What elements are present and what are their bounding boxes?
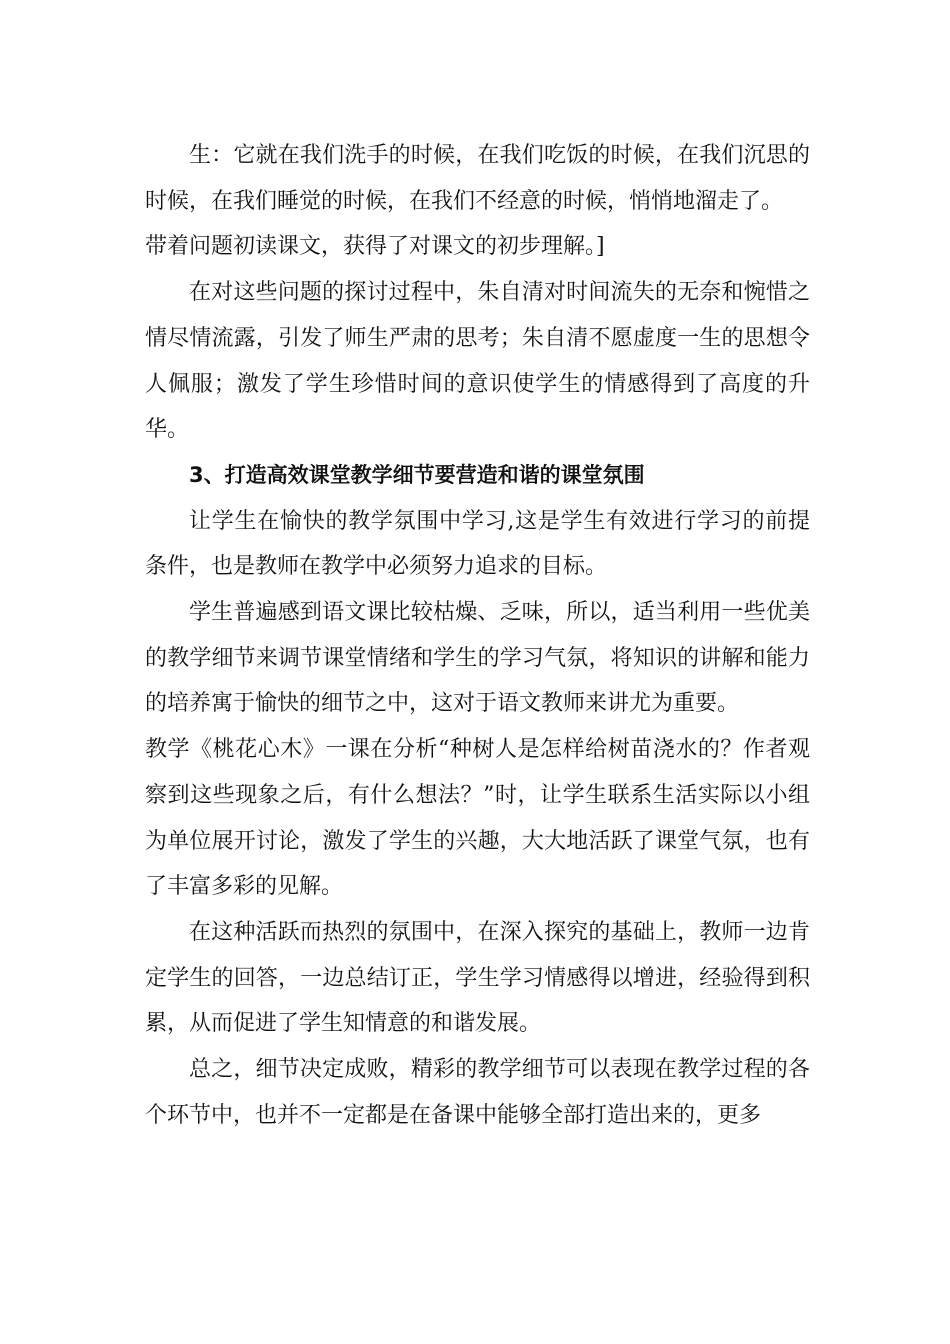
paragraph-peach-tree-lesson: 教学《桃花心木》一课在分析“种树人是怎样给树苗浇水的？作者观察到这些现象之后，有什么想法？”时，让学生联系生活实际以小组为单位展开讨论，激发了学生的兴趣，大大地活跃了课堂气氛，也有了丰富多彩的见解。: [145, 737, 810, 900]
paragraph-active-atmosphere: 在这种活跃而热烈的氛围中，在深入探究的基础上，教师一边肯定学生的回答，一边总结订正，学生学习情感得以增进，经验得到积累，从而促进了学生知情意的和谐发展。: [145, 919, 810, 1037]
paragraph-student-answer: 生：它就在我们洗手的时候，在我们吃饭的时候，在我们沉思的时候，在我们睡觉的时候，在我们不经意的时候，悄悄地溜走了。: [145, 143, 810, 214]
paragraph-boring-class: 学生普遍感到语文课比较枯燥、乏味，所以，适当利用一些优美的教学细节来调节课堂情绪和学生的学习气氛，将知识的讲解和能力的培养寓于愉快的细节之中，这对于语文教师来讲尤为重要。: [145, 600, 810, 717]
paragraph-initial-reading-note: 带着问题初读课文，获得了对课文的初步理解。]: [145, 234, 605, 260]
paragraph-pleasant-atmosphere: 让学生在愉快的教学氛围中学习,这是学生有效进行学习的前提条件，也是教师在教学中必须努力追求的目标。: [145, 508, 810, 580]
section-heading-3: 3、打造高效课堂教学细节要营造和谐的课堂氛围: [189, 462, 645, 487]
paragraph-conclusion: 总之，细节决定成败，精彩的教学细节可以表现在教学过程的各个环节中，也并不一定都是在备课中能够全部打造出来的，更多: [145, 1057, 810, 1128]
paragraph-discussion-outcome: 在对这些问题的探讨过程中，朱自清对时间流失的无奈和惋惜之情尽情流露，引发了师生严肃的思考；朱自清不愿虚度一生的思想令人佩服；激发了学生珍惜时间的意识使学生的情感得到了高度的升华。: [145, 280, 810, 443]
document-body: [145, 133, 810, 1138]
